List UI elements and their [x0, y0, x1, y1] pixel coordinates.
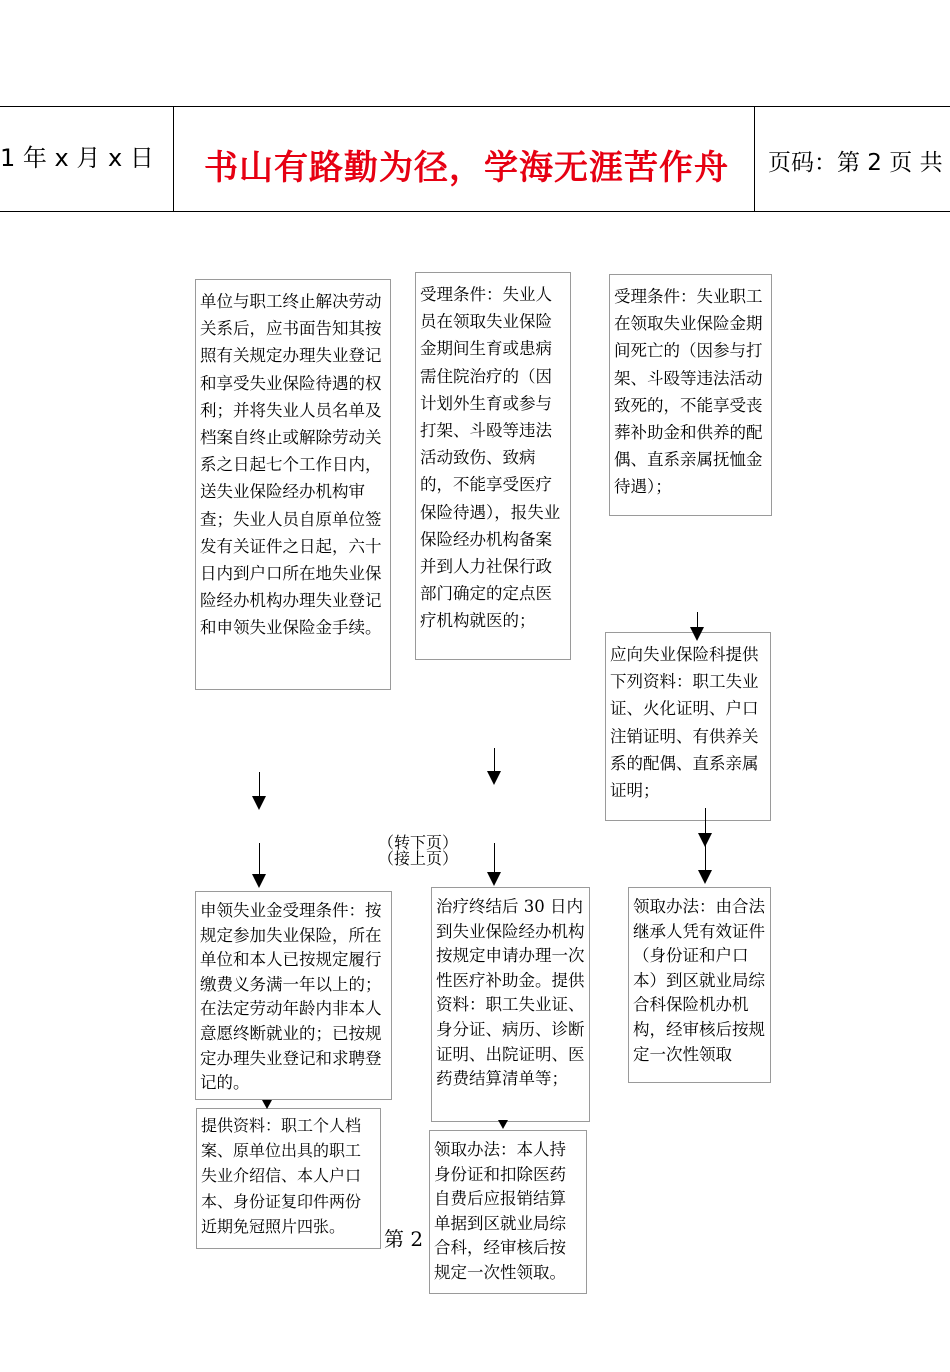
header-divider-left [173, 106, 174, 212]
connector-line [705, 808, 706, 834]
col1-required-documents-box: 提供资料：职工个人档案、原单位出具的职工失业介绍信、本人户口本、身份证复印件两份近期免冠照片四张。 [196, 1108, 381, 1249]
flow-arrow [487, 872, 501, 886]
col3-death-conditions-box: 受理条件：失业职工在领取失业保险金期间死亡的（因参与打架、斗殴等违法活动致死的，不能享受丧葬补助金和供养的配偶、直系亲属抚恤金待遇）； [609, 274, 772, 516]
header-page-label: 页码：第 2 页 共 [768, 150, 943, 176]
col3-required-documents-box: 应向失业保险科提供下列资料：职工失业证、火化证明、户口注销证明、有供养关系的配偶、直系亲属证明； [605, 632, 771, 821]
connector-line [494, 843, 495, 873]
col2-collection-method-box: 领取办法：本人持身份证和扣除医药自费后应报销结算单据到区就业局综合科，经审核后按规定一次性领取。 [429, 1130, 587, 1294]
col2-medical-subsidy-box: 治疗终结后 30 日内到失业保险经办机构按规定申请办理一次性医疗补助金。提供资料：职工失业证、身分证、病历、诊断证明、出院证明、医药费结算清单等； [431, 887, 590, 1122]
transfer-next-page-note: （转下页） [378, 833, 459, 852]
header-motto: 书山有路勤为径，学海无涯苦作舟 [204, 148, 729, 188]
flow-arrow [262, 1100, 272, 1109]
connector-line [494, 748, 495, 772]
col1-termination-notice-box: 单位与职工终止解决劳动关系后，应书面告知其按照有关规定办理失业登记和享受失业保险待遇的权利；并将失业人员名单及档案自终止或解除劳动关系之日起七个工作日内，送失业保险经办机构审查；失业人员自原单位签发有关证件之日起，六十日内到户口所在地失业保险经办机构办理失业登记和申领失业保险金手续。 [195, 279, 391, 690]
connector-line [259, 843, 260, 875]
page-number: 第 2 [384, 1227, 424, 1251]
col1-claim-conditions-box: 申领失业金受理条件：按规定参加失业保险，所在单位和本人已按规定履行缴费义务满一年以上的；在法定劳动年龄内非本人意愿终断就业的；已按规定办理失业登记和求聘登记的。 [195, 891, 392, 1100]
connector-line [705, 843, 706, 871]
flow-arrow [698, 870, 712, 884]
continued-from-page-note: （接上页） [378, 849, 459, 868]
flow-arrow [252, 874, 266, 888]
header-top-rule [0, 106, 950, 107]
flow-arrow [690, 627, 704, 641]
flow-arrow [252, 796, 266, 810]
header-bottom-rule [0, 211, 950, 212]
header-divider-right [754, 106, 755, 212]
connector-line [259, 772, 260, 796]
header-date: 1 年 x 月 x 日 [0, 144, 154, 172]
flow-arrow [487, 771, 501, 785]
col2-medical-conditions-box: 受理条件：失业人员在领取失业保险金期间生育或患病需住院治疗的（因计划外生育或参与打架、斗殴等违法活动致伤、致病的，不能享受医疗保险待遇），报失业保险经办机构备案并到人力社保行政部门确定的定点医疗机构就医的； [415, 272, 571, 660]
flow-arrow [498, 1120, 508, 1129]
col3-collection-method-box: 领取办法：由合法继承人凭有效证件（身份证和户口本）到区就业局综合科保险机办机构，经审核后按规定一次性领取 [628, 887, 771, 1083]
connector-line [697, 612, 698, 628]
